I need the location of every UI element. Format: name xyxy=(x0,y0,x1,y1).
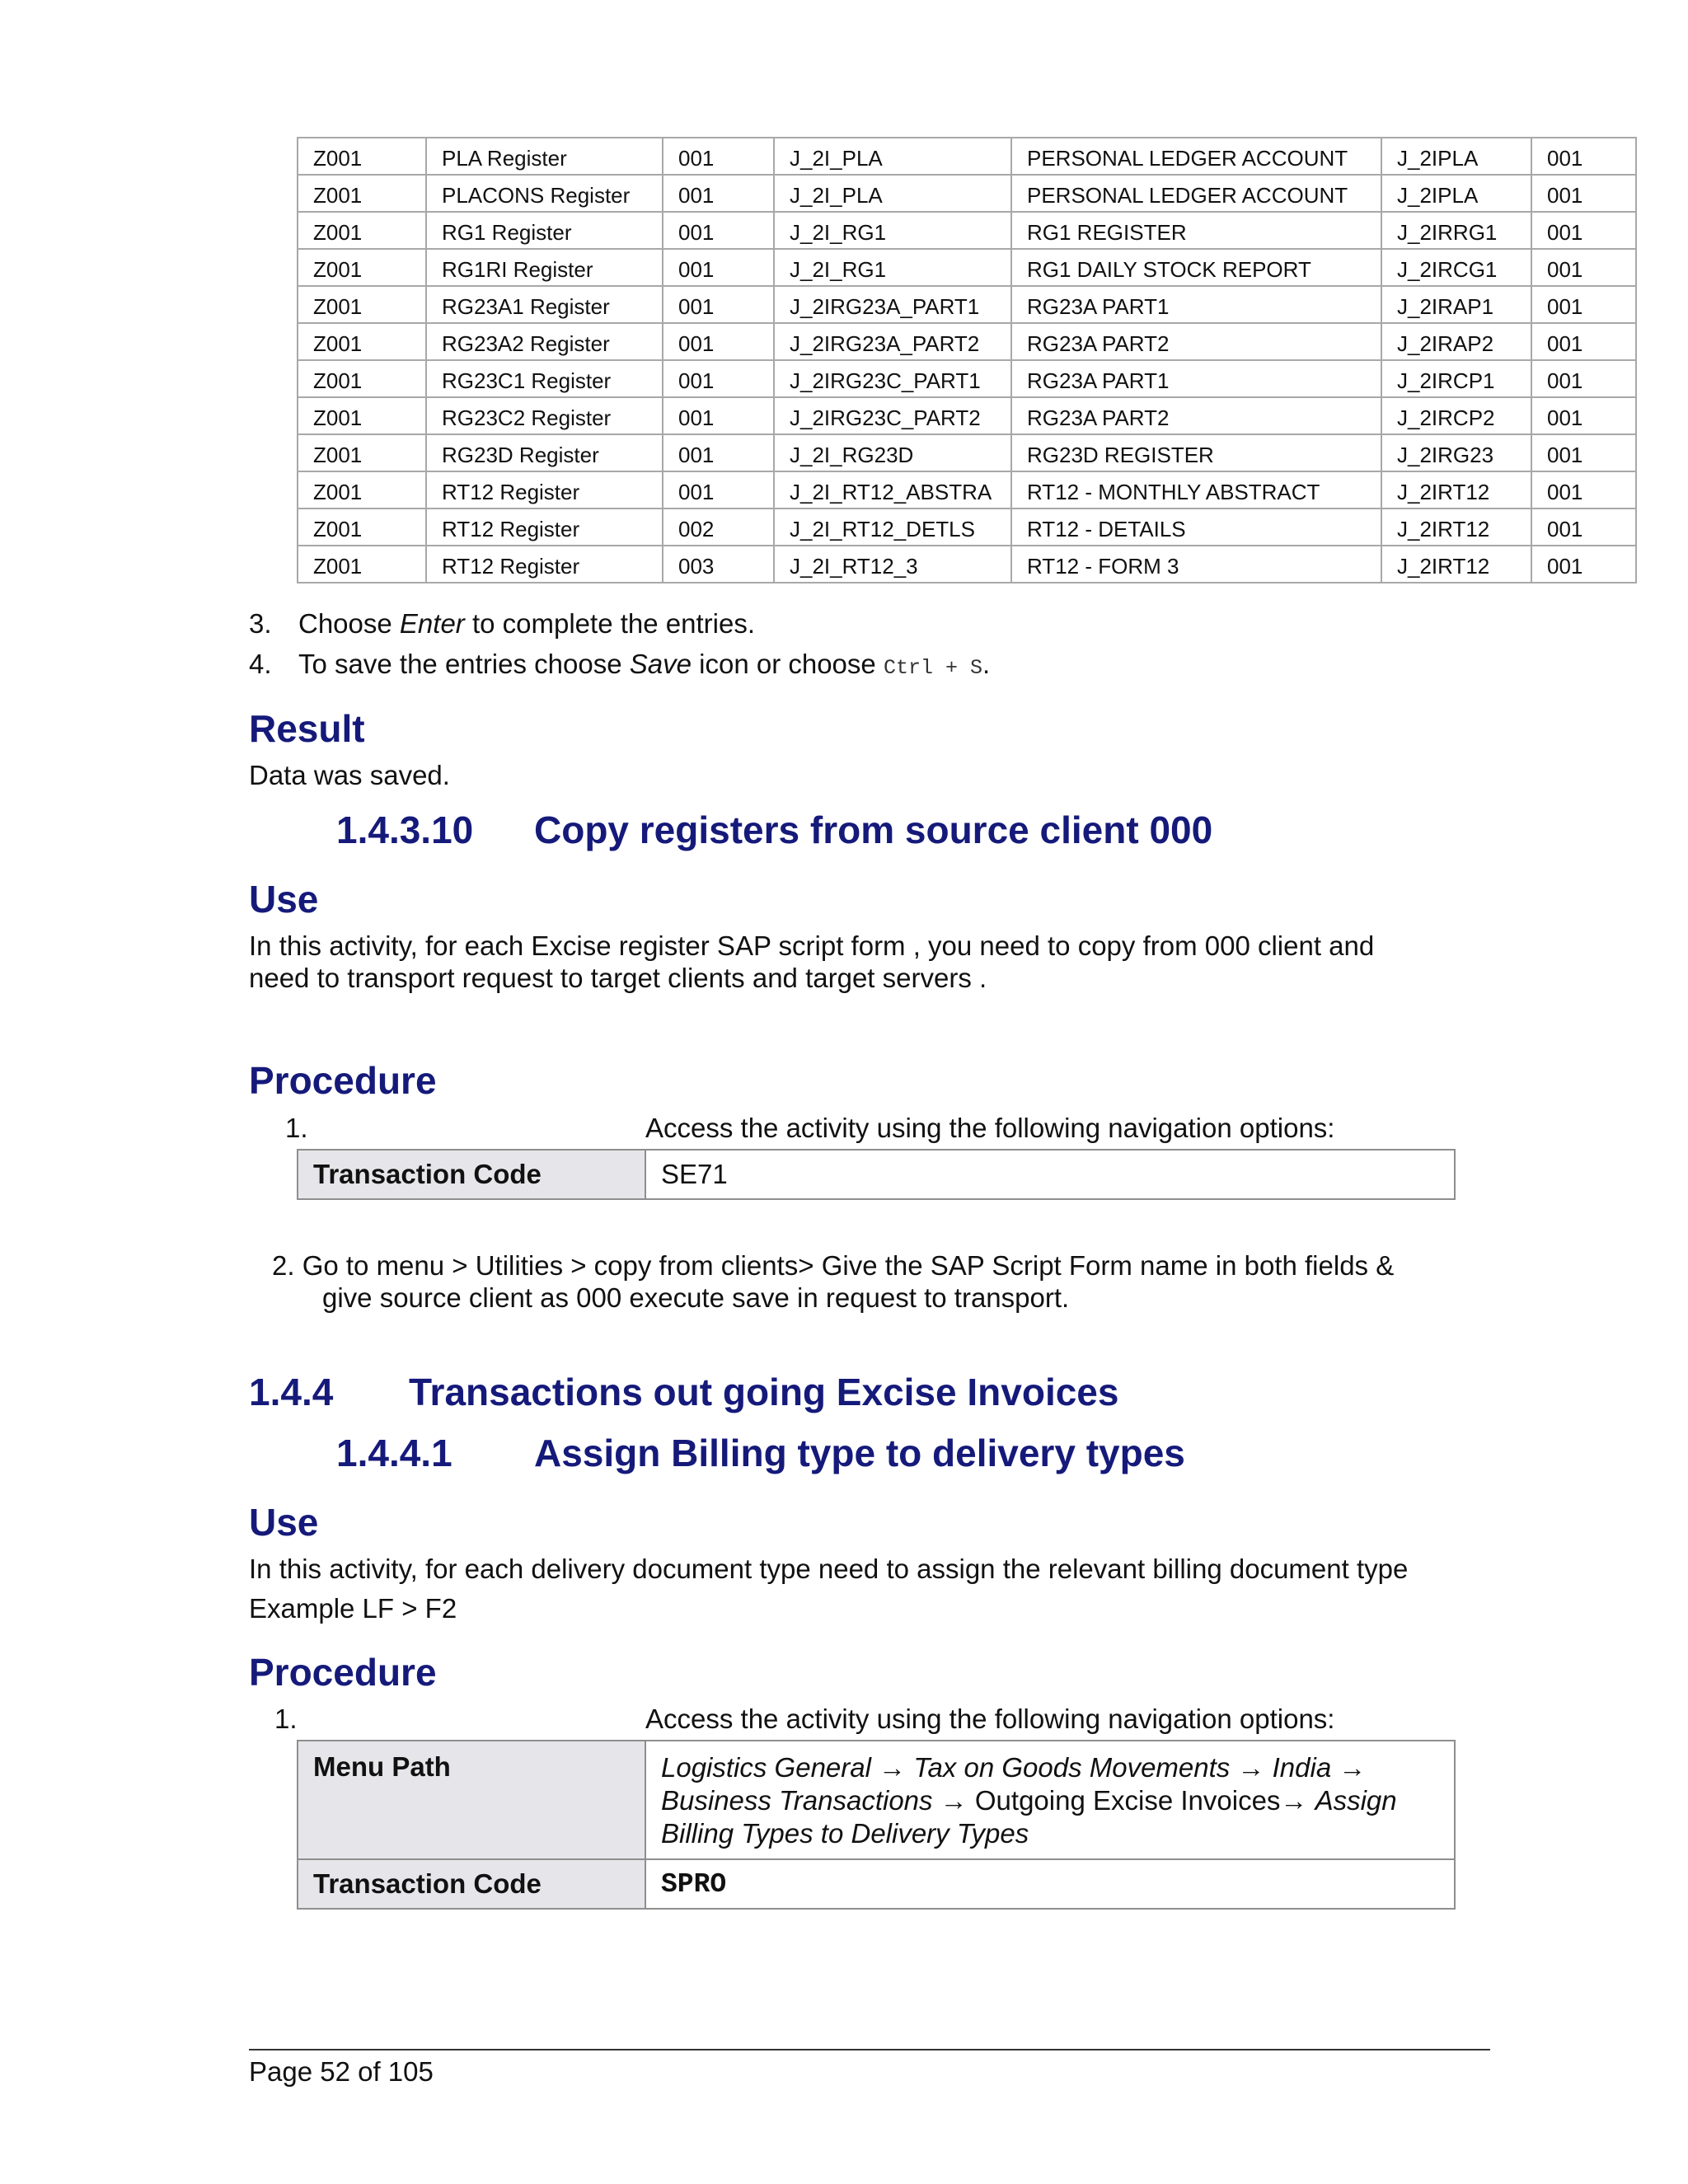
form-name-cell: J_2I_RT12_DETLS xyxy=(774,509,1011,546)
form-type-cell: Z001 xyxy=(298,286,426,323)
section-title: Transactions out going Excise Invoices xyxy=(409,1371,1119,1413)
version-cell: 001 xyxy=(1531,212,1636,249)
description-cell: RG23D REGISTER xyxy=(1011,434,1381,471)
form-name-cell: J_2IRG23C_PART1 xyxy=(774,360,1011,397)
menu-path-step: India xyxy=(1272,1752,1332,1783)
form-type-cell: Z001 xyxy=(298,323,426,360)
sequence-cell: 001 xyxy=(663,286,774,323)
form-type-cell: Z001 xyxy=(298,509,426,546)
description-cell: RG23A PART2 xyxy=(1011,323,1381,360)
program-cell: J_2IRCP2 xyxy=(1381,397,1531,434)
step-text: Access the activity using the following navigation options: xyxy=(645,1113,1335,1143)
menu-path-label: Menu Path xyxy=(298,1741,645,1859)
version-cell: 001 xyxy=(1531,360,1636,397)
register-name-cell: RT12 Register xyxy=(426,546,663,583)
section-number: 1.4.3.10 xyxy=(336,808,474,851)
sequence-cell: 001 xyxy=(663,138,774,175)
form-name-cell: J_2I_PLA xyxy=(774,138,1011,175)
section-title: Assign Billing type to delivery types xyxy=(534,1432,1185,1474)
program-cell: J_2IRCG1 xyxy=(1381,249,1531,286)
step-number: 1. xyxy=(274,1704,298,1734)
table-row xyxy=(298,471,1636,509)
sequence-cell: 001 xyxy=(663,249,774,286)
menu-path-step: Billing Types to Delivery Types xyxy=(661,1818,1029,1849)
arrow-icon: → xyxy=(940,1785,968,1816)
program-cell: J_2IRCP1 xyxy=(1381,360,1531,397)
form-type-cell: Z001 xyxy=(298,397,426,434)
transaction-code-value: SPRO xyxy=(645,1859,1455,1909)
program-cell: J_2IRT12 xyxy=(1381,509,1531,546)
sequence-cell: 001 xyxy=(663,434,774,471)
step-text: to complete the entries. xyxy=(464,608,755,639)
form-name-cell: J_2IRG23A_PART1 xyxy=(774,286,1011,323)
procedure-heading: Procedure xyxy=(249,1651,437,1694)
version-cell: 001 xyxy=(1531,471,1636,509)
step-4 xyxy=(249,648,1485,681)
form-type-cell: Z001 xyxy=(298,175,426,212)
register-name-cell: RG23C1 Register xyxy=(426,360,663,397)
menu-path-step: Outgoing Excise Invoices xyxy=(974,1785,1281,1816)
register-name-cell: RG23A1 Register xyxy=(426,286,663,323)
step-3 xyxy=(249,607,1485,640)
section-title: Copy registers from source client 000 xyxy=(534,808,1213,851)
program-cell: J_2IRAP1 xyxy=(1381,286,1531,323)
arrow-icon: → xyxy=(879,1752,907,1783)
enter-keyword: Enter xyxy=(399,608,465,639)
table-row xyxy=(298,138,1636,175)
form-name-cell: J_2I_RG1 xyxy=(774,212,1011,249)
version-cell: 001 xyxy=(1531,138,1636,175)
sequence-cell: 001 xyxy=(663,471,774,509)
description-cell: RG1 REGISTER xyxy=(1011,212,1381,249)
step-2-text: 2. Go to menu > Utilities > copy from clients> Give the SAP Script Form name in both fields & xyxy=(272,1250,1395,1281)
footer-divider xyxy=(249,2049,1490,2050)
register-name-cell: RT12 Register xyxy=(426,471,663,509)
program-cell: J_2IPLA xyxy=(1381,175,1531,212)
program-cell: J_2IRAP2 xyxy=(1381,323,1531,360)
step-text: icon or choose xyxy=(691,649,884,679)
form-type-cell: Z001 xyxy=(298,249,426,286)
version-cell: 001 xyxy=(1531,509,1636,546)
step-number: 1. xyxy=(285,1113,308,1143)
version-cell: 001 xyxy=(1531,434,1636,471)
register-name-cell: RG23D Register xyxy=(426,434,663,471)
form-name-cell: J_2I_RT12_3 xyxy=(774,546,1011,583)
description-cell: RG23A PART1 xyxy=(1011,286,1381,323)
form-name-cell: J_2I_RG1 xyxy=(774,249,1011,286)
section-number: 1.4.4.1 xyxy=(336,1432,452,1474)
form-name-cell: J_2I_PLA xyxy=(774,175,1011,212)
form-type-cell: Z001 xyxy=(298,360,426,397)
table-row xyxy=(298,323,1636,360)
arrow-icon: → xyxy=(1339,1752,1367,1783)
program-cell: J_2IRG23 xyxy=(1381,434,1531,471)
use-text-line: need to transport request to target clients and target servers . xyxy=(249,963,987,993)
form-type-cell: Z001 xyxy=(298,212,426,249)
transaction-code-label: Transaction Code xyxy=(298,1859,645,1909)
register-name-cell: RG1 Register xyxy=(426,212,663,249)
arrow-icon: → xyxy=(1280,1785,1308,1816)
version-cell: 001 xyxy=(1531,546,1636,583)
register-name-cell: RG23C2 Register xyxy=(426,397,663,434)
save-keyword: Save xyxy=(629,649,692,679)
description-cell: RT12 - DETAILS xyxy=(1011,509,1381,546)
navigation-table xyxy=(297,1740,1456,1910)
transaction-code-label: Transaction Code xyxy=(298,1150,645,1199)
program-cell: J_2IPLA xyxy=(1381,138,1531,175)
version-cell: 001 xyxy=(1531,175,1636,212)
table-row xyxy=(298,175,1636,212)
step-text: . xyxy=(982,649,991,679)
form-name-cell: J_2I_RT12_ABSTRA xyxy=(774,471,1011,509)
menu-path-step: Logistics General xyxy=(661,1752,871,1783)
use-text-line: In this activity, for each Excise register SAP script form , you need to copy from 000 client and xyxy=(249,930,1375,961)
menu-path-step: Tax on Goods Movements xyxy=(913,1752,1231,1783)
description-cell: PERSONAL LEDGER ACCOUNT xyxy=(1011,175,1381,212)
step-text: To save the entries choose xyxy=(298,649,630,679)
version-cell: 001 xyxy=(1531,286,1636,323)
sequence-cell: 003 xyxy=(663,546,774,583)
version-cell: 001 xyxy=(1531,397,1636,434)
page-number: Page 52 of 105 xyxy=(249,2056,434,2087)
sequence-cell: 002 xyxy=(663,509,774,546)
use-text-line: In this activity, for each delivery document type need to assign the relevant billing document type xyxy=(249,1554,1409,1584)
table-row xyxy=(298,434,1636,471)
register-name-cell: PLA Register xyxy=(426,138,663,175)
table-row xyxy=(298,212,1636,249)
version-cell: 001 xyxy=(1531,249,1636,286)
register-name-cell: RG1RI Register xyxy=(426,249,663,286)
arrow-icon: → xyxy=(1237,1752,1265,1783)
version-cell: 001 xyxy=(1531,323,1636,360)
menu-path-step: Assign xyxy=(1315,1785,1397,1816)
sequence-cell: 001 xyxy=(663,212,774,249)
description-cell: RT12 - FORM 3 xyxy=(1011,546,1381,583)
description-cell: RG23A PART1 xyxy=(1011,360,1381,397)
form-name-cell: J_2IRG23C_PART2 xyxy=(774,397,1011,434)
register-table-body xyxy=(298,138,1636,583)
step-text: Choose xyxy=(298,608,400,639)
register-name-cell: RT12 Register xyxy=(426,509,663,546)
table-row xyxy=(298,360,1636,397)
procedure-heading: Procedure xyxy=(249,1059,437,1102)
sequence-cell: 001 xyxy=(663,397,774,434)
shortcut-code: Ctrl + S xyxy=(883,656,982,680)
form-type-cell: Z001 xyxy=(298,546,426,583)
step-text: Access the activity using the following navigation options: xyxy=(645,1704,1335,1734)
register-name-cell: PLACONS Register xyxy=(426,175,663,212)
table-row xyxy=(298,249,1636,286)
result-text: Data was saved. xyxy=(249,760,450,790)
form-type-cell: Z001 xyxy=(298,471,426,509)
step-number: 4. xyxy=(249,649,272,679)
form-type-cell: Z001 xyxy=(298,434,426,471)
menu-path-step: Business Transactions xyxy=(661,1785,933,1816)
table-row xyxy=(298,546,1636,583)
register-table xyxy=(297,137,1637,583)
sequence-cell: 001 xyxy=(663,175,774,212)
table-row xyxy=(298,509,1636,546)
register-name-cell: RG23A2 Register xyxy=(426,323,663,360)
program-cell: J_2IRT12 xyxy=(1381,471,1531,509)
form-name-cell: J_2IRG23A_PART2 xyxy=(774,323,1011,360)
section-number: 1.4.4 xyxy=(249,1371,334,1413)
table-row xyxy=(298,286,1636,323)
sequence-cell: 001 xyxy=(663,323,774,360)
step-number: 3. xyxy=(249,608,272,639)
use-text-line: Example LF > F2 xyxy=(249,1593,457,1624)
step-2-text: give source client as 000 execute save in request to transport. xyxy=(322,1282,1070,1313)
description-cell: PERSONAL LEDGER ACCOUNT xyxy=(1011,138,1381,175)
menu-path-value xyxy=(645,1741,1455,1859)
form-type-cell: Z001 xyxy=(298,138,426,175)
program-cell: J_2IRT12 xyxy=(1381,546,1531,583)
result-heading: Result xyxy=(249,707,365,750)
transaction-code-table xyxy=(297,1149,1456,1200)
table-row xyxy=(298,397,1636,434)
sequence-cell: 001 xyxy=(663,360,774,397)
use-heading: Use xyxy=(249,878,319,921)
description-cell: RG1 DAILY STOCK REPORT xyxy=(1011,249,1381,286)
form-name-cell: J_2I_RG23D xyxy=(774,434,1011,471)
use-heading: Use xyxy=(249,1501,319,1544)
program-cell: J_2IRRG1 xyxy=(1381,212,1531,249)
transaction-code-value: SE71 xyxy=(645,1150,1455,1199)
description-cell: RT12 - MONTHLY ABSTRACT xyxy=(1011,471,1381,509)
description-cell: RG23A PART2 xyxy=(1011,397,1381,434)
